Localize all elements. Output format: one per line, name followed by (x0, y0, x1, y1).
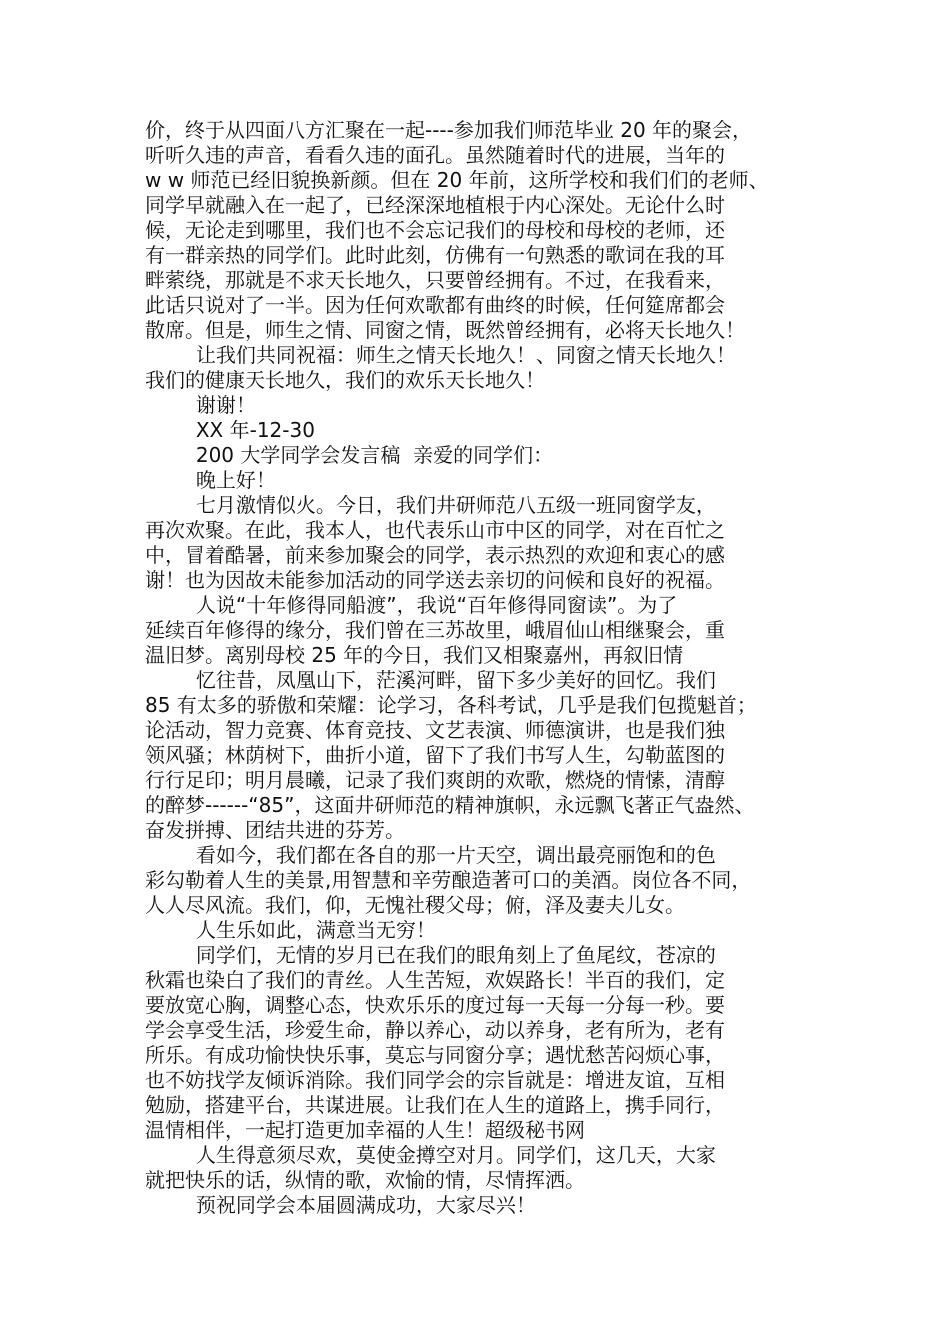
text-line: 人生乐如此，满意当无穷！ (145, 918, 436, 942)
text-line: 有一群亲热的同学们。此时此刻，仿佛有一句熟悉的歌词在我的耳 (145, 243, 725, 267)
text-line: 也不妨找学友倾诉消除。我们同学会的宗旨就是：增进友谊，互相 (145, 1068, 725, 1092)
text-line: 畔萦绕，那就是不求天长地久，只要曾经拥有。不过，在我看来， (145, 268, 725, 292)
text-line: 晚上好！ (145, 468, 276, 492)
text-line: 人说“十年修得同船渡”，我说“百年修得同窗读”。为了 (145, 593, 678, 617)
text-line: 85 有太多的骄傲和荣耀：论学习，各科考试，几乎是我们包揽魁首； (145, 693, 757, 717)
text-line: 秋霜也染白了我们的青丝。人生苦短，欢娱路长！半百的我们，定 (145, 968, 725, 992)
text-line: 延续百年修得的缘分，我们曾在三苏故里，峨眉仙山相继聚会，重 (145, 618, 725, 642)
text-line: 同学们，无情的岁月已在我们的眼角刻上了鱼尾纹，苍凉的 (145, 943, 716, 967)
text-line: 我们的健康天长地久，我们的欢乐天长地久！ (145, 368, 545, 392)
text-line: 再次欢聚。在此，我本人，也代表乐山市中区的同学，对在百忙之 (145, 518, 725, 542)
text-line: 行行足印；明月晨曦，记录了我们爽朗的欢歌，燃烧的情愫，清醇 (145, 768, 725, 792)
text-line: 看如今，我们都在各自的那一片天空，调出最亮丽饱和的色 (145, 843, 716, 867)
text-line: 价，终于从四面八方汇聚在一起----参加我们师范毕业 20 年的聚会， (145, 118, 753, 142)
document-body (145, 118, 825, 1218)
date-line: XX 年-12-30 (145, 418, 315, 442)
text-line: 就把快乐的话，纵情的歌，欢愉的情，尽情挥洒。 (145, 1168, 585, 1192)
text-line: 要放宽心胸，调整心态，快欢乐乐的度过每一天每一分每一秒。要 (145, 993, 725, 1017)
text-line: 温情相伴，一起打造更加幸福的人生！超级秘书网 (145, 1118, 585, 1142)
text-line: 让我们共同祝福：师生之情天长地久！、同窗之情天长地久！ (145, 343, 736, 367)
text-line: 学会享受生活，珍爱生命，静以养心，动以养身，老有所为，老有 (145, 1018, 725, 1042)
text-line: 候，无论走到哪里，我们也不会忘记我们的母校和母校的老师，还 (145, 218, 725, 242)
text-line: 谢谢！ (145, 393, 256, 417)
text-line: 人生得意须尽欢，莫使金撙空对月。同学们，这几天，大家 (145, 1143, 716, 1167)
text-line: 的醉梦------“85”，这面井研师范的精神旗帜，永远飘飞著正气盎然、 (145, 793, 755, 817)
speech-title-line: 200 大学同学会发言稿 亲爱的同学们： (145, 443, 554, 467)
text-line: 谢！也为因故未能参加活动的同学送去亲切的问候和良好的祝福。 (145, 568, 725, 592)
text-line: 同学早就融入在一起了，已经深深地植根于内心深处。无论什么时 (145, 193, 725, 217)
text-line: 忆往昔，凤凰山下，茫溪河畔，留下多少美好的回忆。我们 (145, 668, 716, 692)
text-line: 散席。但是，师生之情、同窗之情，既然曾经拥有，必将天长地久！ (145, 318, 745, 342)
text-line: 温旧梦。离别母校 25 年的今日，我们又相聚嘉州，再叙旧情 (145, 643, 684, 667)
text-line: 奋发拼搏、团结共进的芬芳。 (145, 818, 405, 842)
text-line: 此话只说对了一半。因为任何欢歌都有曲终的时候，任何筵席都会 (145, 293, 725, 317)
text-line: 领风骚；林荫树下，曲折小道，留下了我们书写人生，勾勒蓝图的 (145, 743, 725, 767)
text-line: 听听久违的声音，看看久违的面孔。虽然随着时代的进展，当年的 (145, 143, 725, 167)
text-line: 论活动，智力竞赛、体育竞技、文艺表演、师德演讲，也是我们独 (145, 718, 725, 742)
text-line: 勉励，搭建平台，共谋进展。让我们在人生的道路上，携手同行， (145, 1093, 725, 1117)
text-line: 中，冒着酷暑，前来参加聚会的同学，表示热烈的欢迎和衷心的感 (145, 543, 725, 567)
text-line: 彩勾勒着人生的美景,用智慧和辛劳酿造著可口的美酒。岗位各不同， (145, 868, 752, 892)
text-line: 七月激情似火。今日，我们井研师范八五级一班同窗学友， (145, 493, 716, 517)
text-line: 人人尽风流。我们，仰，无愧社稷父母；俯，泽及妻夫儿女。 (145, 893, 685, 917)
text-line: w w 师范已经旧貌换新颜。但在 20 年前，这所学校和我们们的老师、 (145, 168, 769, 192)
text-line: 预祝同学会本届圆满成功，大家尽兴！ (145, 1193, 536, 1217)
text-line: 所乐。有成功愉快快乐事，莫忘与同窗分享；遇忧愁苦闷烦心事， (145, 1043, 725, 1067)
